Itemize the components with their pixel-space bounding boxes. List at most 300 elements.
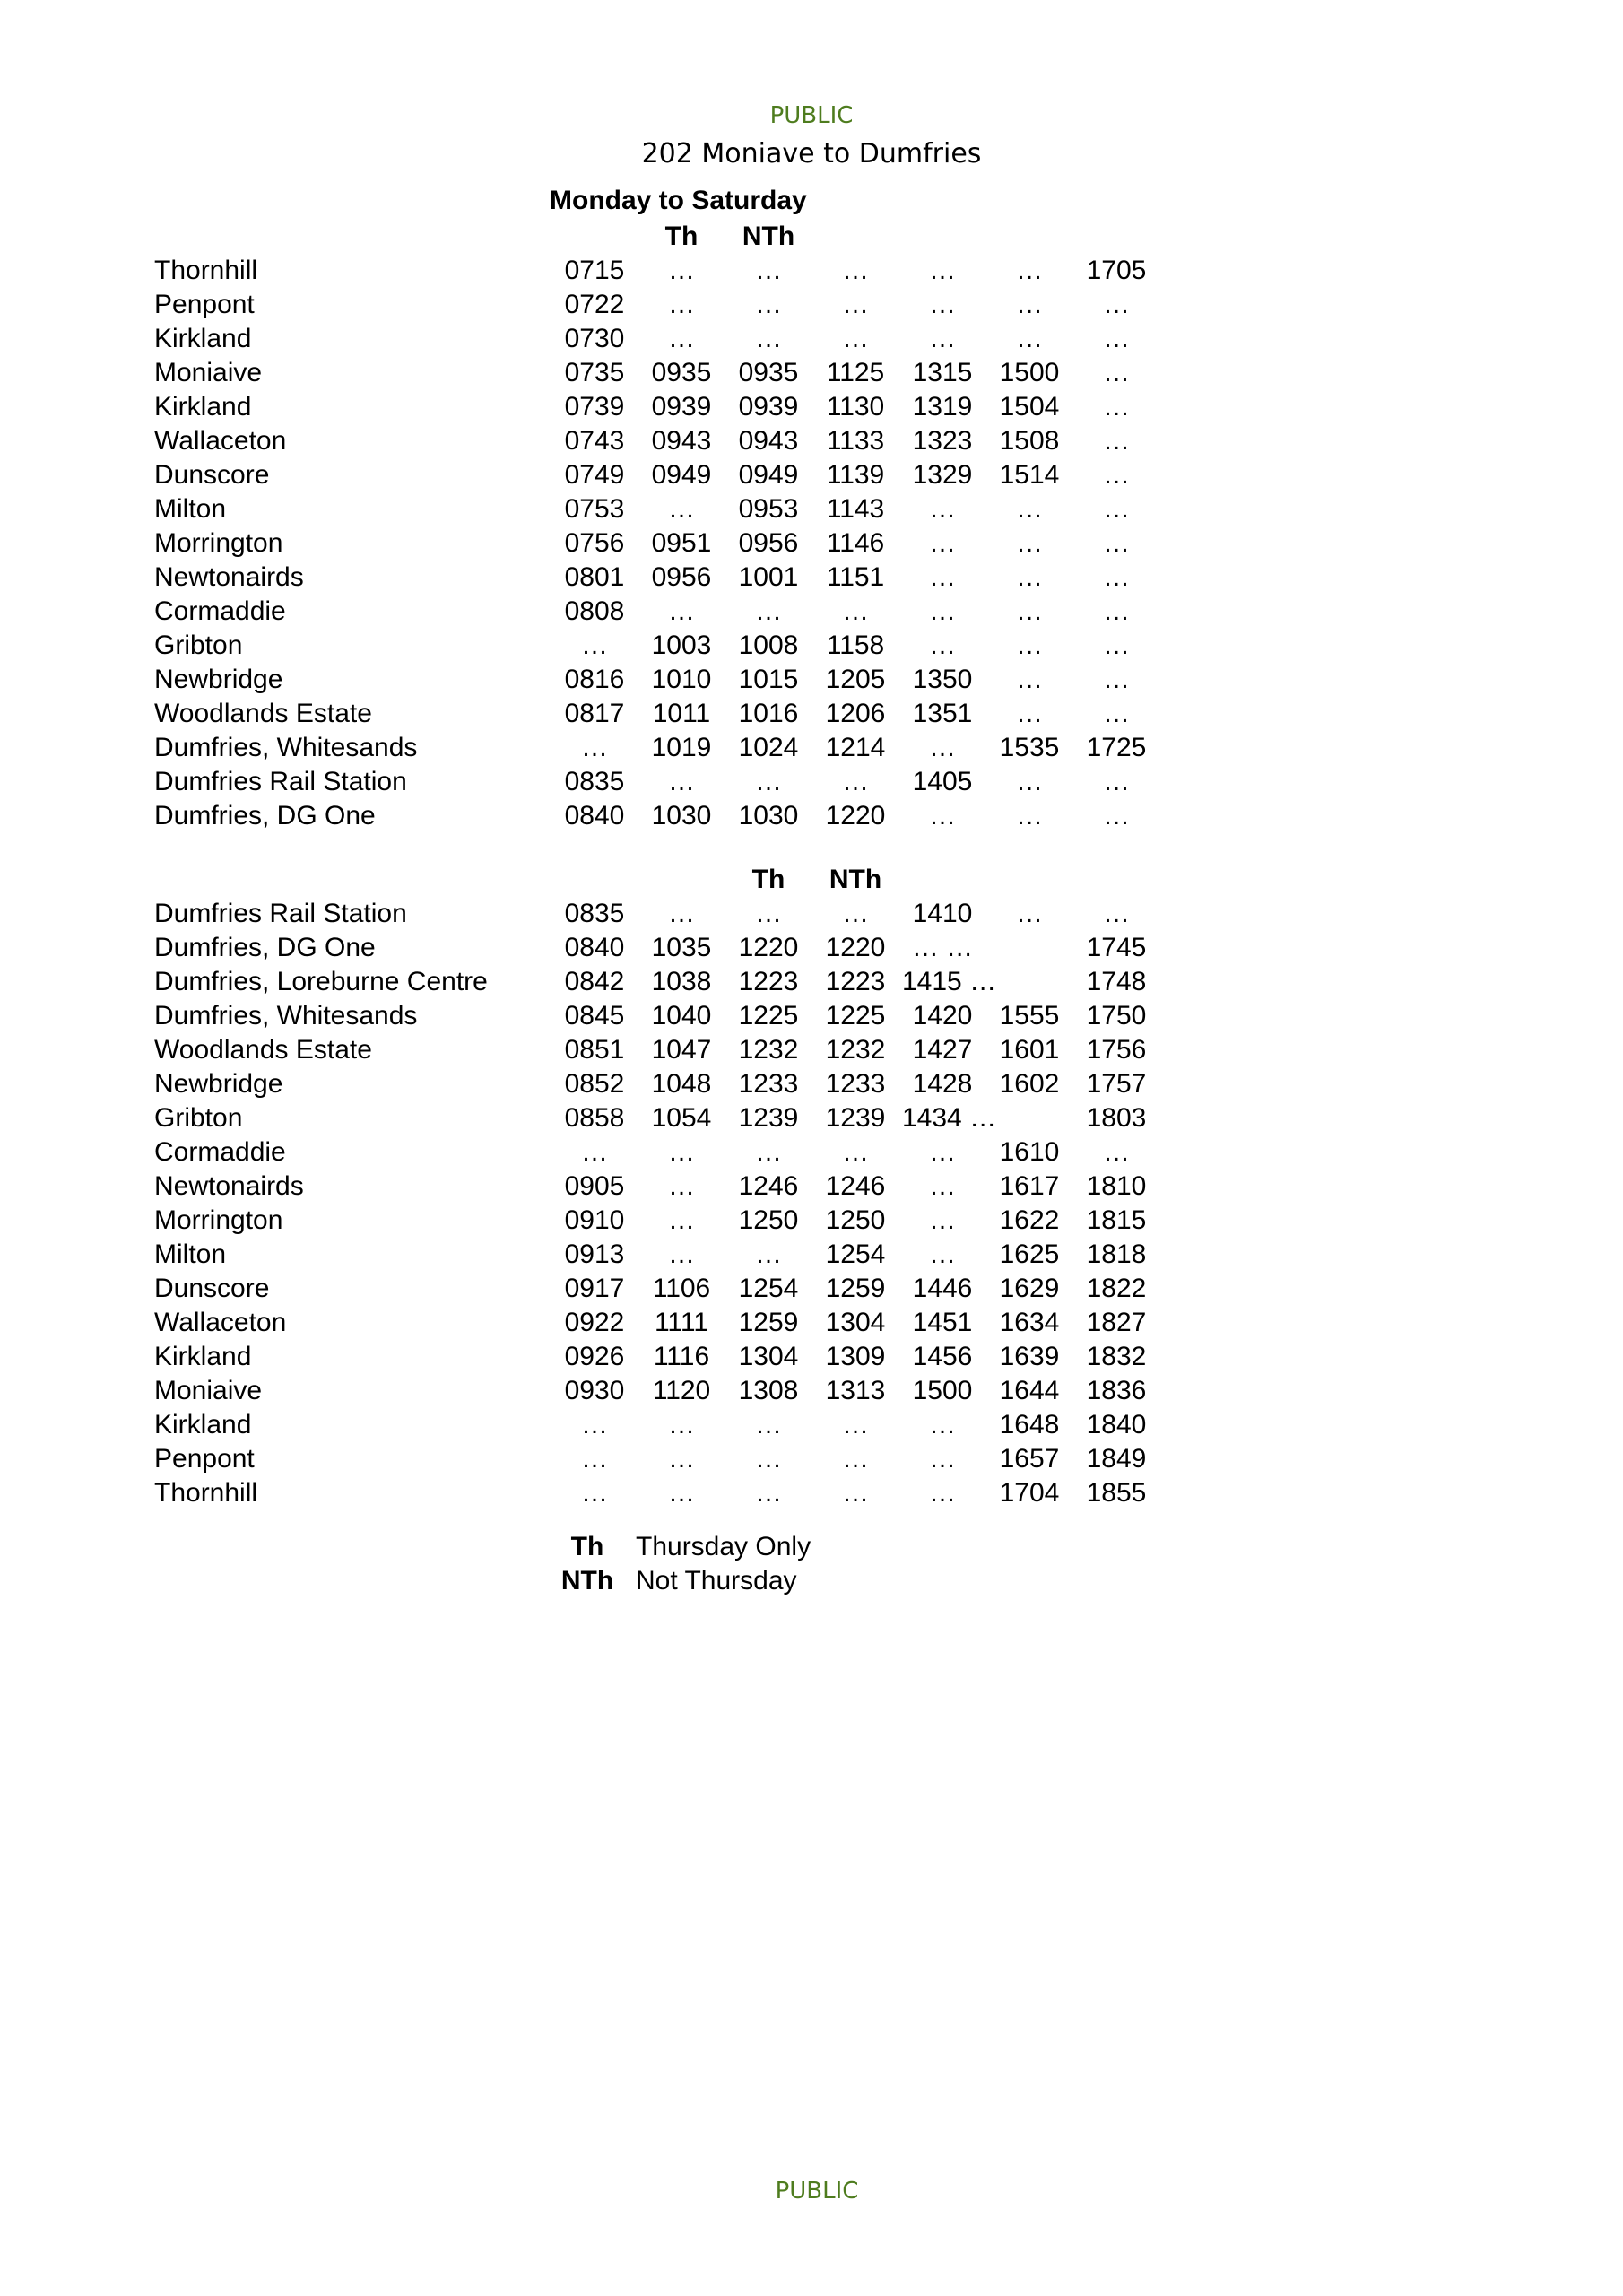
departure-time: 1451 — [912, 1308, 973, 1337]
stop-name: Dumfries, DG One — [154, 933, 376, 962]
departure-time: 1254 — [825, 1239, 886, 1269]
departure-time: 1308 — [738, 1376, 799, 1405]
departure-time: … — [668, 1205, 695, 1235]
departure-time: 1214 — [825, 733, 886, 762]
departure-time: … — [755, 1239, 782, 1269]
stop-name: Newbridge — [154, 665, 283, 694]
departure-time: … — [1016, 899, 1043, 928]
table-row — [0, 424, 1623, 458]
departure-time: 1427 — [912, 1035, 973, 1065]
departure-time: 1535 — [999, 733, 1060, 762]
departure-time: 0735 — [564, 358, 625, 387]
departure-time: 0842 — [564, 967, 625, 996]
departure-time: 1116 — [653, 1342, 710, 1371]
stop-name: Milton — [154, 1239, 227, 1269]
departure-time: … — [668, 596, 695, 626]
departure-time: 1220 — [825, 933, 886, 962]
table-row — [0, 1272, 1623, 1306]
departure-time: 1622 — [999, 1205, 1060, 1235]
departure-time: 0926 — [564, 1342, 625, 1371]
departure-time: … — [929, 494, 956, 524]
departure-time: 1008 — [738, 631, 799, 660]
departure-time: … — [929, 562, 956, 592]
departure-time: 1410 — [912, 899, 973, 928]
table-row — [0, 1204, 1623, 1238]
table-row — [0, 1442, 1623, 1476]
column-header: Th — [751, 865, 785, 894]
departure-time: 0949 — [651, 460, 712, 490]
departure-time: 1151 — [826, 562, 885, 592]
departure-time: 1158 — [826, 631, 885, 660]
departure-time: … — [842, 256, 869, 285]
departure-time: 0949 — [738, 460, 799, 490]
departure-time: 0943 — [651, 426, 712, 456]
table-row — [0, 1238, 1623, 1272]
departure-time: 0835 — [564, 899, 625, 928]
departure-time: 1040 — [651, 1001, 712, 1031]
departure-time: 1250 — [738, 1205, 799, 1235]
departure-time: 1500 — [912, 1376, 973, 1405]
departure-time: 0905 — [564, 1171, 625, 1201]
departure-time: … — [581, 631, 608, 660]
departure-time: … — [929, 801, 956, 831]
stop-name: Dumfries, DG One — [154, 801, 376, 831]
departure-time: 1225 — [825, 1001, 886, 1031]
departure-time: 0922 — [564, 1308, 625, 1337]
stop-name: Cormaddie — [154, 1137, 286, 1167]
departure-time: … — [1103, 528, 1130, 558]
departure-time: … — [1103, 1137, 1130, 1167]
stop-name: Woodlands Estate — [154, 699, 372, 728]
stop-name: Thornhill — [154, 1478, 258, 1508]
departure-time: … — [842, 324, 869, 353]
departure-time: … — [929, 1137, 956, 1167]
stop-name: Woodlands Estate — [154, 1035, 372, 1065]
departure-time: 1514 — [999, 460, 1060, 490]
stop-name: Thornhill — [154, 256, 258, 285]
departure-time: … — [668, 1478, 695, 1508]
stop-name: Newtonairds — [154, 562, 304, 592]
departure-time: 1001 — [738, 562, 799, 592]
departure-time: 1030 — [651, 801, 712, 831]
stop-name: Gribton — [154, 631, 243, 660]
departure-time: 1016 — [738, 699, 799, 728]
table-row — [0, 322, 1623, 356]
stop-name: Moniaive — [154, 358, 263, 387]
departure-time: 0845 — [564, 1001, 625, 1031]
departure-time: … — [929, 1205, 956, 1235]
departure-time: … — [1103, 699, 1130, 728]
departure-time: 1206 — [825, 699, 886, 728]
table-row — [0, 1306, 1623, 1340]
departure-time: 1246 — [738, 1171, 799, 1201]
departure-time: 1329 — [912, 460, 973, 490]
departure-time: 1246 — [825, 1171, 886, 1201]
departure-time: … — [755, 767, 782, 796]
departure-time: 1456 — [912, 1342, 973, 1371]
departure-time: … — [755, 1444, 782, 1474]
stop-name: Dumfries, Loreburne Centre — [154, 967, 488, 996]
departure-time: 1840 — [1086, 1410, 1147, 1439]
departure-time: 1223 — [738, 967, 799, 996]
departure-time: … — [755, 596, 782, 626]
departure-time: … — [668, 1137, 695, 1167]
departure-time: 0817 — [564, 699, 625, 728]
departure-time: … — [755, 1137, 782, 1167]
departure-time: … — [668, 1444, 695, 1474]
departure-time: … — [1103, 460, 1130, 490]
departure-time: … — [1016, 324, 1043, 353]
departure-time: 0749 — [564, 460, 625, 490]
departure-time: 1035 — [651, 933, 712, 962]
departure-time: 1836 — [1086, 1376, 1147, 1405]
departure-time: 1232 — [738, 1035, 799, 1065]
outbound-column-headers — [0, 220, 1623, 254]
departure-time: 1223 — [825, 967, 886, 996]
departure-time: … — [1103, 899, 1130, 928]
table-row — [0, 897, 1623, 931]
departure-time: … — [929, 256, 956, 285]
stop-name: Morrington — [154, 1205, 283, 1235]
departure-time: … — [1016, 665, 1043, 694]
departure-time: 1015 — [738, 665, 799, 694]
departure-time: 1030 — [738, 801, 799, 831]
departure-time: 1745 — [1086, 933, 1147, 962]
departure-time: … — [1016, 699, 1043, 728]
inbound-column-headers — [0, 863, 1623, 897]
departure-time: 0939 — [651, 392, 712, 422]
legend-code: NTh — [560, 1566, 614, 1596]
departure-time: … — [929, 290, 956, 319]
stop-name: Kirkland — [154, 392, 252, 422]
departure-time: … — [1103, 767, 1130, 796]
departure-time: … — [1103, 801, 1130, 831]
departure-time: 0753 — [564, 494, 625, 524]
departure-time: 1133 — [826, 426, 885, 456]
departure-time: … — [929, 1171, 956, 1201]
departure-time: 0956 — [651, 562, 712, 592]
departure-time: … — [1016, 801, 1043, 831]
departure-time: … — [1016, 256, 1043, 285]
table-row — [0, 492, 1623, 526]
departure-time: 0739 — [564, 392, 625, 422]
table-row — [0, 1067, 1623, 1101]
departure-time: 1315 — [912, 358, 973, 387]
departure-time: 1832 — [1086, 1342, 1147, 1371]
stop-name: Dumfries Rail Station — [154, 899, 407, 928]
departure-time: 0951 — [651, 528, 712, 558]
departure-time: … — [1103, 358, 1130, 387]
departure-time: … — [929, 1410, 956, 1439]
table-row — [0, 999, 1623, 1033]
departure-time: 1504 — [999, 392, 1060, 422]
table-row — [0, 629, 1623, 663]
stop-name: Dumfries, Whitesands — [154, 1001, 418, 1031]
departure-time: … — [581, 1444, 608, 1474]
departure-time: 1434 … — [902, 1103, 997, 1133]
departure-time: 1250 — [825, 1205, 886, 1235]
departure-time: 1024 — [738, 733, 799, 762]
departure-time: 1233 — [738, 1069, 799, 1099]
departure-time: … — [1103, 324, 1130, 353]
departure-time: 1220 — [825, 801, 886, 831]
departure-time: 0851 — [564, 1035, 625, 1065]
departure-time: 0939 — [738, 392, 799, 422]
departure-time: … — [1103, 596, 1130, 626]
departure-time: … — [668, 290, 695, 319]
stop-name: Wallaceton — [154, 426, 287, 456]
departure-time: … — [755, 290, 782, 319]
departure-time: … — [1103, 426, 1130, 456]
departure-time: … — [1103, 290, 1130, 319]
departure-time: 1827 — [1086, 1308, 1147, 1337]
departure-time: 1003 — [651, 631, 712, 660]
departure-time: 1705 — [1086, 256, 1147, 285]
departure-time: 1047 — [651, 1035, 712, 1065]
stop-name: Cormaddie — [154, 596, 286, 626]
departure-time: 1629 — [999, 1274, 1060, 1303]
table-row — [0, 254, 1623, 288]
departure-time: 1323 — [912, 426, 973, 456]
departure-time: … — [1103, 392, 1130, 422]
departure-time: … — [668, 494, 695, 524]
departure-time: … — [668, 899, 695, 928]
classification-header: PUBLIC — [769, 102, 854, 129]
stop-name: Moniaive — [154, 1376, 263, 1405]
departure-time: … — [1016, 494, 1043, 524]
departure-time: … — [842, 899, 869, 928]
departure-time: … — [668, 1239, 695, 1269]
departure-time: 1555 — [999, 1001, 1060, 1031]
departure-time: 1634 — [999, 1308, 1060, 1337]
departure-time: 1855 — [1086, 1478, 1147, 1508]
table-row — [0, 561, 1623, 595]
departure-time: … — [581, 1478, 608, 1508]
departure-time: 0935 — [738, 358, 799, 387]
departure-time: 1810 — [1086, 1171, 1147, 1201]
departure-time: 1054 — [651, 1103, 712, 1133]
departure-time: 1428 — [912, 1069, 973, 1099]
departure-time: 0935 — [651, 358, 712, 387]
table-row — [0, 356, 1623, 390]
departure-time: … — [581, 1410, 608, 1439]
table-row — [0, 799, 1623, 833]
departure-time: 1415 … — [902, 967, 997, 996]
departure-time: 1704 — [999, 1478, 1060, 1508]
stop-name: Morrington — [154, 528, 283, 558]
departure-time: … — [755, 899, 782, 928]
stop-name: Milton — [154, 494, 227, 524]
departure-time: 1625 — [999, 1239, 1060, 1269]
table-row — [0, 1033, 1623, 1067]
departure-time: 1225 — [738, 1001, 799, 1031]
departure-time: … … — [911, 933, 974, 962]
departure-time: … — [755, 324, 782, 353]
table-row — [0, 1135, 1623, 1170]
departure-time: … — [1016, 290, 1043, 319]
departure-time: 1259 — [825, 1274, 886, 1303]
departure-time: … — [929, 733, 956, 762]
table-row — [0, 1101, 1623, 1135]
departure-time: … — [929, 1444, 956, 1474]
departure-time: 0835 — [564, 767, 625, 796]
departure-time: … — [842, 290, 869, 319]
departure-time: 1254 — [738, 1274, 799, 1303]
departure-time: 0816 — [564, 665, 625, 694]
departure-time: 1313 — [825, 1376, 886, 1405]
legend-item — [0, 1530, 1623, 1564]
stop-name: Dunscore — [154, 1274, 270, 1303]
legend-description: Not Thursday — [636, 1566, 797, 1596]
departure-time: … — [668, 324, 695, 353]
departure-time: 1351 — [912, 699, 973, 728]
departure-time: 1644 — [999, 1376, 1060, 1405]
departure-time: 0930 — [564, 1376, 625, 1405]
table-row — [0, 1340, 1623, 1374]
departure-time: 0743 — [564, 426, 625, 456]
departure-time: … — [842, 1478, 869, 1508]
departure-time: … — [1016, 767, 1043, 796]
departure-time: 1610 — [999, 1137, 1060, 1167]
stop-name: Kirkland — [154, 1342, 252, 1371]
departure-time: 1239 — [738, 1103, 799, 1133]
table-row — [0, 765, 1623, 799]
departure-time: … — [668, 256, 695, 285]
departure-time: 1803 — [1086, 1103, 1147, 1133]
departure-time: … — [581, 733, 608, 762]
departure-time: … — [842, 596, 869, 626]
departure-time: 1446 — [912, 1274, 973, 1303]
departure-time: 1048 — [651, 1069, 712, 1099]
table-row — [0, 458, 1623, 492]
table-row — [0, 1374, 1623, 1408]
departure-time: 1500 — [999, 358, 1060, 387]
departure-time: … — [929, 631, 956, 660]
stop-name: Dumfries Rail Station — [154, 767, 407, 796]
departure-time: … — [1103, 631, 1130, 660]
departure-time: 0722 — [564, 290, 625, 319]
table-row — [0, 390, 1623, 424]
departure-time: 1602 — [999, 1069, 1060, 1099]
departure-time: 1748 — [1086, 967, 1147, 996]
departure-time: … — [842, 767, 869, 796]
stop-name: Gribton — [154, 1103, 243, 1133]
departure-time: 0801 — [564, 562, 625, 592]
table-row — [0, 526, 1623, 561]
departure-time: 1304 — [825, 1308, 886, 1337]
document-title: 202 Moniave to Dumfries — [641, 138, 982, 170]
departure-time: … — [668, 1171, 695, 1201]
table-row — [0, 663, 1623, 697]
departure-time: 1420 — [912, 1001, 973, 1031]
departure-time: 1120 — [652, 1376, 711, 1405]
departure-time: 1232 — [825, 1035, 886, 1065]
departure-time: 0953 — [738, 494, 799, 524]
departure-time: … — [1016, 562, 1043, 592]
departure-time: … — [929, 1478, 956, 1508]
departure-time: … — [842, 1410, 869, 1439]
table-row — [0, 965, 1623, 999]
table-row — [0, 697, 1623, 731]
departure-time: 1756 — [1086, 1035, 1147, 1065]
stop-name: Newtonairds — [154, 1171, 304, 1201]
departure-time: 1818 — [1086, 1239, 1147, 1269]
departure-time: … — [1103, 562, 1130, 592]
section-title: Monday to Saturday — [550, 186, 807, 215]
classification-footer: PUBLIC — [775, 2178, 859, 2205]
departure-time: 1822 — [1086, 1274, 1147, 1303]
table-row — [0, 1170, 1623, 1204]
departure-time: 1617 — [999, 1171, 1060, 1201]
departure-time: 1350 — [912, 665, 973, 694]
departure-time: 1038 — [651, 967, 712, 996]
departure-time: 1405 — [912, 767, 973, 796]
stop-name: Dunscore — [154, 460, 270, 490]
departure-time: 1019 — [651, 733, 712, 762]
departure-time: 1849 — [1086, 1444, 1147, 1474]
departure-time: 1125 — [826, 358, 885, 387]
table-row — [0, 288, 1623, 322]
stop-name: Newbridge — [154, 1069, 283, 1099]
departure-time: 0840 — [564, 801, 625, 831]
departure-time: 0730 — [564, 324, 625, 353]
departure-time: … — [668, 767, 695, 796]
legend-item — [0, 1564, 1623, 1598]
departure-time: 1319 — [912, 392, 973, 422]
departure-time: 1815 — [1086, 1205, 1147, 1235]
departure-time: 1601 — [999, 1035, 1060, 1065]
departure-time: 1725 — [1086, 733, 1147, 762]
departure-time: … — [929, 596, 956, 626]
departure-time: 1657 — [999, 1444, 1060, 1474]
departure-time: … — [755, 1478, 782, 1508]
departure-time: … — [1016, 596, 1043, 626]
departure-time: 1757 — [1086, 1069, 1147, 1099]
stop-name: Penpont — [154, 290, 255, 319]
departure-time: 1233 — [825, 1069, 886, 1099]
departure-time: 0917 — [564, 1274, 625, 1303]
departure-time: … — [668, 1410, 695, 1439]
departure-time: 1220 — [738, 933, 799, 962]
table-row — [0, 731, 1623, 765]
departure-time: 1143 — [826, 494, 885, 524]
stop-name: Kirkland — [154, 1410, 252, 1439]
departure-time: 0943 — [738, 426, 799, 456]
departure-time: … — [929, 528, 956, 558]
departure-time: 0913 — [564, 1239, 625, 1269]
departure-time: 1508 — [999, 426, 1060, 456]
departure-time: … — [1103, 494, 1130, 524]
departure-time: 0910 — [564, 1205, 625, 1235]
departure-time: 0840 — [564, 933, 625, 962]
table-row — [0, 1476, 1623, 1510]
departure-time: 1205 — [825, 665, 886, 694]
departure-time: … — [1016, 528, 1043, 558]
legend-code: Th — [570, 1532, 604, 1561]
departure-time: 1106 — [652, 1274, 711, 1303]
departure-time: … — [929, 1239, 956, 1269]
table-row — [0, 931, 1623, 965]
departure-time: … — [842, 1444, 869, 1474]
departure-time: 1239 — [825, 1103, 886, 1133]
departure-time: 0715 — [564, 256, 625, 285]
departure-time: … — [755, 256, 782, 285]
departure-time: 0756 — [564, 528, 625, 558]
stop-name: Penpont — [154, 1444, 255, 1474]
stop-name: Dumfries, Whitesands — [154, 733, 418, 762]
column-header: Th — [664, 222, 699, 251]
table-row — [0, 1408, 1623, 1442]
